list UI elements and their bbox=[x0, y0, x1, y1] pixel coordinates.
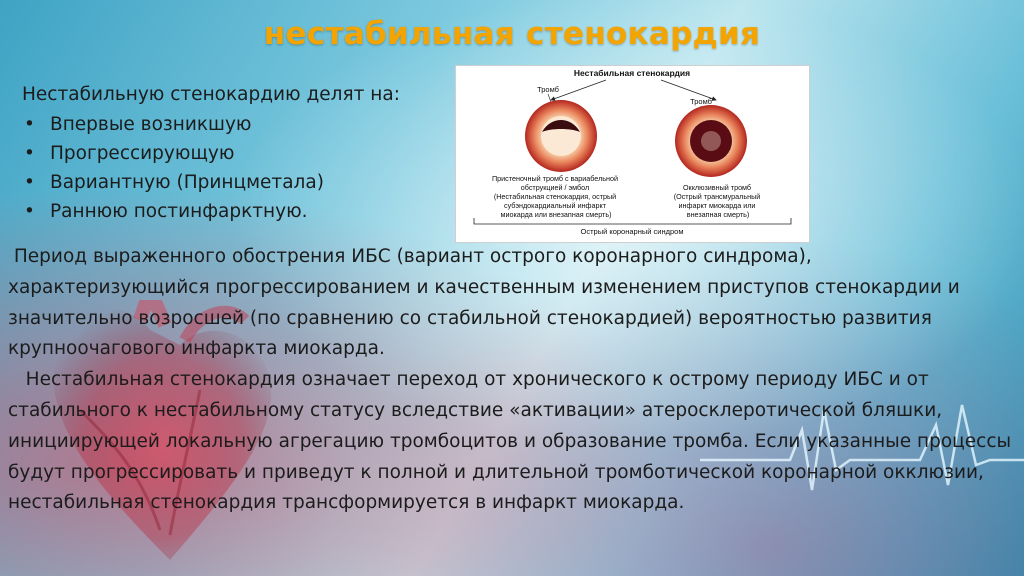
bullet-list bbox=[22, 110, 452, 226]
bullet-icon: • bbox=[24, 201, 35, 222]
bullet-item: • Впервые возникшую bbox=[22, 110, 452, 139]
intro-text: Нестабильную стенокардию делят на: bbox=[22, 84, 400, 105]
paragraph-definition: Период выраженного обострения ИБС (вариант острого коронарного синдрома), характеризующийся прогрессированием и качественным изменением приступов стенокардии и значительно возросшей (по сравнению со стабильной стенокардией) вероятностью развития крупноочагового инфаркта миокарда. bbox=[8, 246, 966, 360]
thrombus-diagram bbox=[455, 65, 810, 243]
bullet-item: • Прогрессирующую bbox=[22, 139, 452, 168]
right-caption: Окклюзивный тромб (Острый трансмуральный инфаркт миокарда или внезапная смерть) bbox=[673, 183, 761, 219]
slide-title: нестабильная стенокардия bbox=[263, 16, 761, 52]
bottom-label: Острый коронарный синдром bbox=[580, 227, 684, 236]
right-thrombus-label: Тромб bbox=[690, 97, 712, 106]
left-thrombus-label: Тромб bbox=[537, 85, 559, 94]
bullet-icon: • bbox=[24, 143, 35, 164]
thrombus-diagram-svg bbox=[456, 66, 809, 242]
figure-title: Нестабильная стенокардия bbox=[573, 68, 691, 78]
classification-block bbox=[22, 80, 452, 226]
bullet-icon: • bbox=[24, 114, 35, 135]
bullet-icon: • bbox=[24, 172, 35, 193]
bullet-item: • Раннюю постинфарктную. bbox=[22, 197, 452, 226]
paragraph-explanation: Нестабильная стенокардия означает переход от хронического к острому периоду ИБС и от стабильного к нестабильному статусу вследствие «активации» атеросклеротической бляшки, инициирующей локальную агрегацию тромбоцитов и образование тромба. Если указанные процессы будут прогрессировать и приведут к полной и длительной тромботической коронарной окклюзии, нестабильная стенокардия трансформируется в инфаркт миокарда. bbox=[8, 369, 1018, 514]
body-text bbox=[8, 242, 1018, 519]
left-caption: Пристеночный тромб с вариабельной обструкцией / эмбол (Нестабильная стенокардия, острый субэндокардиальный инфаркт миокарда или внезапная смерть) bbox=[492, 174, 618, 219]
bullet-item: • Вариантную (Принцметала) bbox=[22, 168, 452, 197]
